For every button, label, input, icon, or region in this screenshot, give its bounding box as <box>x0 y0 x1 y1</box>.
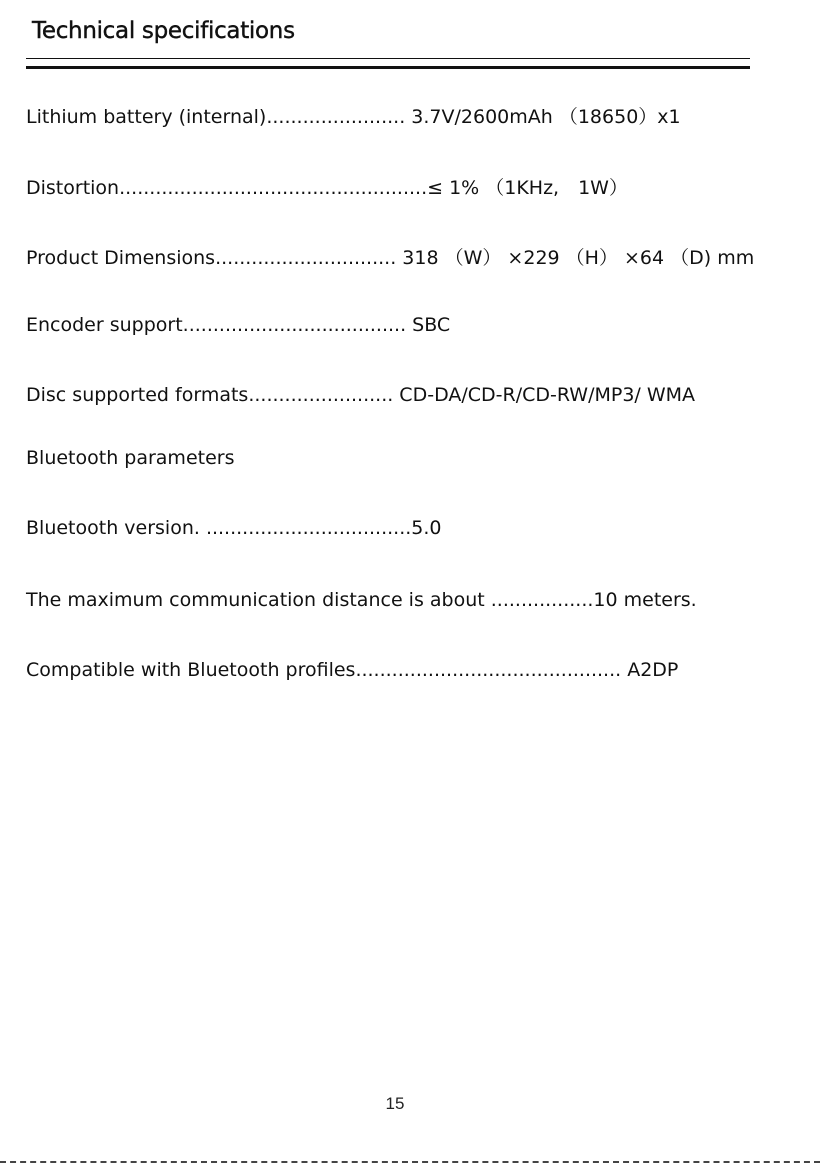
spec-lithium-battery: Lithium battery (internal)....................... 3.7V/2600mAh （18650）x1 <box>26 106 681 128</box>
section-heading-bluetooth: Bluetooth parameters <box>26 447 235 469</box>
spec-communication-distance: The maximum communication distance is about .................10 meters. <box>26 589 697 611</box>
page-title: Technical specifications <box>32 18 295 44</box>
title-underline-thick <box>26 66 750 69</box>
spec-bluetooth-profiles: Compatible with Bluetooth profiles............................................ A2DP <box>26 659 679 681</box>
spec-encoder-support: Encoder support..................................... SBC <box>26 314 451 336</box>
title-underline-thin <box>26 58 750 59</box>
spec-disc-formats: Disc supported formats........................ CD-DA/CD-R/CD-RW/MP3/ WMA <box>26 384 696 406</box>
page-bottom-border <box>0 1161 820 1163</box>
spec-product-dimensions: Product Dimensions.............................. 318 （W） ×229 （H） ×64 （D) mm <box>26 247 755 269</box>
spec-bluetooth-version: Bluetooth version. ..................................5.0 <box>26 517 442 539</box>
page-number: 15 <box>385 1094 405 1113</box>
spec-distortion: Distortion...................................................≤ 1% （1KHz, 1W） <box>26 177 628 199</box>
